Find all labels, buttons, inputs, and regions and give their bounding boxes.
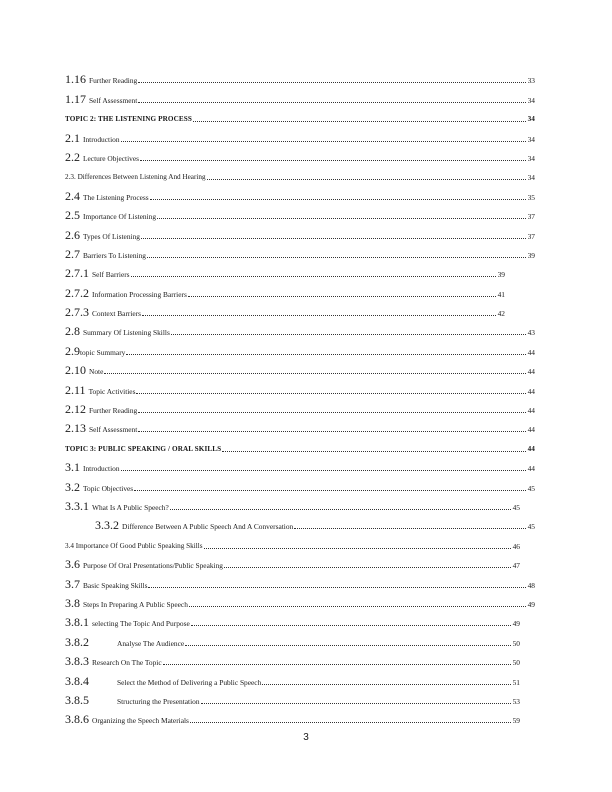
toc-entry-page: 44 — [527, 464, 535, 474]
toc-entry-title: Analyse The Audience — [117, 638, 185, 648]
toc-entry-title: What Is A Public Speech? — [92, 502, 169, 512]
toc-entry[interactable] — [65, 164, 535, 183]
toc-entry[interactable] — [65, 435, 535, 454]
toc-entry-number: 3.1 — [65, 460, 80, 475]
dot-leader — [131, 276, 496, 277]
dot-leader — [138, 431, 525, 432]
toc-entry[interactable] — [65, 86, 535, 105]
toc-entry[interactable] — [65, 338, 535, 357]
toc-entry-page: 39 — [497, 270, 505, 280]
toc-entry-page: 49 — [512, 619, 520, 629]
toc-entry-page: 41 — [497, 289, 505, 299]
toc-entry[interactable] — [65, 552, 535, 571]
dot-leader — [136, 393, 525, 394]
toc-entry-number: 2.4 — [65, 188, 80, 203]
toc-entry[interactable] — [65, 280, 535, 299]
toc-entry-number: 1.17 — [65, 91, 86, 106]
toc-entry[interactable] — [65, 67, 535, 86]
toc-entry-number: 3.7 — [65, 576, 80, 591]
toc-entry-page: 45 — [527, 483, 535, 493]
toc-entry-page: 35 — [527, 192, 535, 202]
toc-entry[interactable] — [65, 242, 535, 261]
dot-leader — [121, 141, 526, 142]
toc-entry-page: 34 — [527, 95, 535, 105]
toc-entry[interactable] — [65, 688, 535, 707]
toc-entry-title: Self Assessment — [89, 95, 138, 105]
dot-leader — [147, 257, 526, 258]
toc-entry[interactable] — [65, 222, 535, 241]
toc-entry-page: 33 — [527, 76, 535, 86]
dot-leader — [294, 528, 525, 529]
dot-leader — [138, 412, 525, 413]
dot-leader — [188, 296, 496, 297]
toc-entry-title: Basic Speaking Skills — [83, 580, 148, 590]
toc-entry-number: 2.1 — [65, 130, 80, 145]
toc-entry-number: 2.7.1 — [65, 266, 89, 281]
dot-leader — [185, 645, 510, 646]
dot-leader — [138, 82, 525, 83]
toc-entry-title: Types Of Listening — [83, 231, 140, 241]
toc-entry-number: 3.3.2 — [95, 518, 119, 533]
toc-entry-page: 46 — [512, 541, 520, 551]
toc-entry-title: Difference Between A Public Speech And A Conversation — [122, 522, 294, 532]
toc-heading-title: TOPIC 2: THE LISTENING PROCESS — [65, 115, 192, 124]
dot-leader — [141, 238, 526, 239]
toc-entry-page: 49 — [527, 599, 535, 609]
toc-entry-title: Self Barriers — [92, 270, 130, 280]
toc-entry-page: 53 — [512, 696, 520, 706]
toc-entry-title: 2.3. Differences Between Listening And Hearing — [65, 173, 206, 182]
dot-leader — [170, 509, 511, 510]
dot-leader — [171, 334, 526, 335]
toc-entry[interactable] — [65, 358, 535, 377]
toc-entry[interactable] — [65, 591, 535, 610]
toc-entry-number: 2.7 — [65, 246, 80, 261]
toc-entry-title: Self Assessment — [89, 425, 138, 435]
toc-entry-page: 59 — [512, 716, 520, 726]
toc-entry-page: 44 — [527, 425, 535, 435]
toc-entry-page: 51 — [512, 677, 520, 687]
toc-entry-number: 3.8.6 — [65, 712, 89, 727]
toc-entry-title: topic Summary — [80, 347, 126, 357]
toc-entry-page: 47 — [512, 561, 520, 571]
toc-entry-number: 3.8.3 — [65, 654, 89, 669]
toc-entry[interactable] — [65, 649, 535, 668]
table-of-contents — [65, 67, 535, 726]
dot-leader — [142, 315, 496, 316]
toc-entry-number: 2.7.2 — [65, 285, 89, 300]
toc-entry-title: The Listening Process — [83, 192, 149, 202]
toc-entry-number: 2.9 — [65, 343, 80, 358]
dot-leader — [189, 606, 526, 607]
dot-leader — [190, 722, 511, 723]
toc-entry[interactable] — [65, 397, 535, 416]
toc-entry-page: 37 — [527, 231, 535, 241]
page-number: 3 — [303, 732, 309, 743]
toc-entry-number: 2.2 — [65, 149, 80, 164]
toc-entry-page: 34 — [527, 115, 535, 124]
dot-leader — [138, 102, 525, 103]
dot-leader — [224, 567, 511, 568]
toc-entry-title: Steps In Preparing A Public Speech — [83, 599, 188, 609]
toc-entry-number: 2.12 — [65, 402, 86, 417]
toc-entry-page: 44 — [527, 367, 535, 377]
toc-entry-number: 2.13 — [65, 421, 86, 436]
toc-entry-number: 2.8 — [65, 324, 80, 339]
toc-entry-number: 2.6 — [65, 227, 80, 242]
toc-entry-number: 3.2 — [65, 479, 80, 494]
dot-leader — [163, 664, 511, 665]
toc-entry[interactable] — [65, 629, 535, 648]
toc-entry-title: Context Barriers — [92, 309, 142, 319]
toc-entry-title: Introduction — [83, 134, 120, 144]
toc-entry[interactable] — [65, 416, 535, 435]
toc-entry-number: 3.8.1 — [65, 615, 89, 630]
toc-entry-number: 3.8.5 — [65, 692, 89, 707]
dot-leader — [262, 684, 510, 685]
toc-entry-page: 44 — [527, 386, 535, 396]
toc-entry[interactable] — [65, 668, 535, 687]
dot-leader — [201, 703, 511, 704]
toc-entry-number: 1.16 — [65, 72, 86, 87]
toc-entry[interactable] — [65, 571, 535, 590]
toc-entry-page: 44 — [527, 444, 535, 453]
toc-entry[interactable] — [65, 474, 535, 493]
toc-entry-title: Further Reading — [89, 76, 138, 86]
dot-leader — [126, 354, 525, 355]
toc-entry-title: Barriers To Listening — [83, 250, 146, 260]
toc-entry-number: 2.10 — [65, 363, 86, 378]
toc-entry-title: Topic Activities — [88, 386, 136, 396]
toc-entry-title: Summary Of Listening Skills — [83, 328, 170, 338]
toc-entry-page: 45 — [527, 522, 535, 532]
toc-entry-title: selecting The Topic And Purpose — [92, 619, 190, 629]
toc-entry-page: 42 — [497, 309, 505, 319]
toc-entry-title: Organizing the Speech Materials — [92, 716, 189, 726]
toc-entry-page: 39 — [527, 250, 535, 260]
dot-leader — [150, 199, 526, 200]
toc-entry-page: 37 — [527, 212, 535, 222]
toc-entry[interactable] — [65, 532, 535, 551]
toc-entry[interactable] — [65, 319, 535, 338]
dot-leader — [222, 451, 525, 452]
toc-entry-title: Select the Method of Delivering a Public Speech — [117, 677, 262, 687]
dot-leader — [191, 625, 511, 626]
dot-leader — [157, 218, 526, 219]
toc-entry-page: 44 — [527, 406, 535, 416]
toc-entry-page: 43 — [527, 328, 535, 338]
dot-leader — [204, 548, 511, 549]
toc-entry[interactable] — [65, 106, 535, 125]
toc-entry-title: Information Processing Barriers — [92, 289, 187, 299]
toc-entry[interactable] — [65, 145, 535, 164]
toc-entry[interactable] — [65, 610, 535, 629]
toc-entry-title: Purpose Of Oral Presentations/Public Speaking — [83, 561, 223, 571]
toc-entry-number: 2.5 — [65, 208, 80, 223]
toc-entry-number: 2.7.3 — [65, 305, 89, 320]
toc-entry-title: Structuring the Presentation — [117, 696, 200, 706]
toc-entry-page: 50 — [512, 638, 520, 648]
toc-entry-number: 3.8.2 — [65, 634, 89, 649]
dot-leader — [134, 490, 525, 491]
toc-entry-title: Note — [89, 367, 104, 377]
toc-entry-number: 2.11 — [65, 382, 86, 397]
toc-entry[interactable] — [65, 300, 535, 319]
toc-entry[interactable] — [65, 183, 535, 202]
toc-entry[interactable] — [65, 707, 535, 726]
toc-heading-title: TOPIC 3: PUBLIC SPEAKING / ORAL SKILLS — [65, 444, 222, 453]
toc-entry-number: 3.8 — [65, 595, 80, 610]
toc-entry-title: Research On The Topic — [92, 658, 162, 668]
toc-entry-title: Importance Of Listening — [83, 212, 157, 222]
dot-leader — [121, 470, 526, 471]
toc-entry[interactable] — [65, 203, 535, 222]
toc-entry[interactable] — [65, 494, 535, 513]
toc-entry[interactable] — [65, 261, 535, 280]
dot-leader — [140, 160, 526, 161]
dot-leader — [193, 121, 526, 122]
toc-entry-page: 50 — [512, 658, 520, 668]
toc-entry-page: 48 — [527, 580, 535, 590]
toc-entry-title: Further Reading — [89, 406, 138, 416]
toc-entry[interactable] — [65, 125, 535, 144]
dot-leader — [104, 373, 525, 374]
toc-entry-title: Lecture Objectives — [83, 153, 140, 163]
dot-leader — [148, 587, 525, 588]
toc-entry-page: 34 — [527, 153, 535, 163]
toc-entry[interactable] — [65, 455, 535, 474]
toc-entry-page: 44 — [527, 347, 535, 357]
toc-entry-title: Introduction — [83, 464, 120, 474]
toc-entry-title: 3.4 Importance Of Good Public Speaking Skills — [65, 541, 203, 550]
toc-entry-page: 34 — [527, 173, 535, 183]
dot-leader — [207, 179, 526, 180]
toc-entry[interactable] — [65, 513, 535, 532]
toc-entry-number: 3.3.1 — [65, 498, 89, 513]
toc-entry-number: 3.8.4 — [65, 673, 89, 688]
toc-entry-title: Topic Objectives — [83, 483, 134, 493]
toc-entry-number: 3.6 — [65, 557, 80, 572]
toc-entry-page: 45 — [512, 502, 520, 512]
toc-entry-page: 34 — [527, 134, 535, 144]
toc-entry[interactable] — [65, 377, 535, 396]
